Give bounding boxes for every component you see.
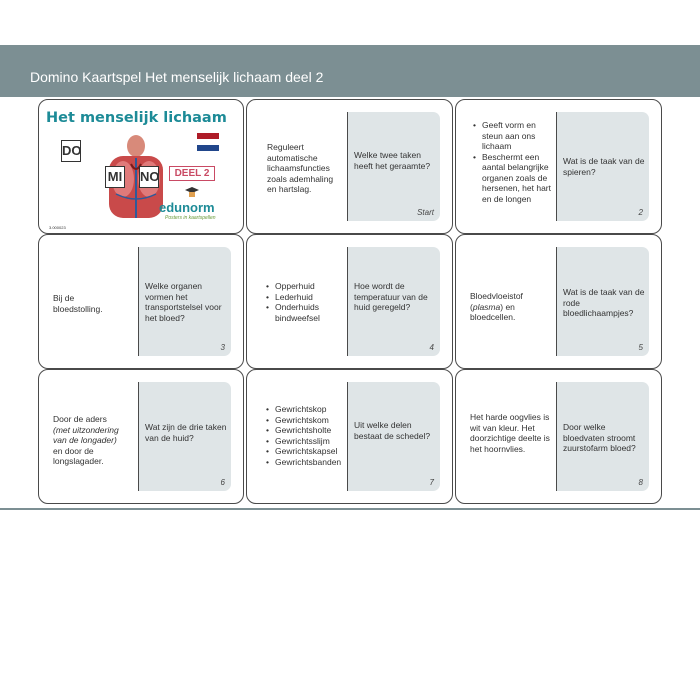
card-question: Welke organen vormen het transportstelsel voor het bloed? — [145, 281, 222, 323]
answer-item: • Gewrichtsbanden — [275, 457, 349, 468]
card-question: Wat is de taak van de spieren? — [563, 156, 645, 177]
card-question-panel — [138, 382, 231, 491]
domino-card-8 — [455, 369, 662, 504]
card-answer — [265, 281, 347, 323]
card-question: Hoe wordt de temperatuur van de huid geregeld? — [354, 281, 428, 312]
card-question-panel — [138, 247, 231, 356]
domino-card-6 — [38, 369, 244, 504]
dutch-flag-icon — [197, 133, 219, 151]
card-answer — [265, 404, 349, 467]
card-question: Welke twee taken heeft het geraamte? — [354, 150, 431, 171]
graduation-cap-icon — [185, 187, 199, 199]
card-question-panel — [347, 112, 440, 221]
card-number: 4 — [429, 343, 434, 352]
page-title: Domino Kaartspel Het menselijk lichaam deel 2 — [30, 69, 324, 85]
answer-item: • Beschermt een aantal belangrijke organen zoals de hersenen, het hart en de longen — [482, 152, 556, 205]
brand-slogan: Posters in kaartspellen — [165, 215, 216, 221]
card-number: 7 — [429, 478, 434, 487]
domino-card-start — [246, 99, 453, 234]
card-question: Wat zijn de drie taken van de huid? — [145, 422, 227, 443]
card-answer — [472, 120, 556, 204]
card-question-panel — [347, 382, 440, 491]
answer-item: • Opperhuid — [275, 281, 347, 292]
answer-item: • Gewrichtskop — [275, 404, 349, 415]
domino-card-2 — [455, 99, 662, 234]
card-number: 3 — [220, 343, 225, 352]
product-code: 3.000023 — [49, 225, 66, 230]
answer-item: • Geeft vorm en steun aan ons lichaam — [482, 120, 556, 152]
card-number: Start — [417, 208, 434, 217]
card-question-panel — [347, 247, 440, 356]
bottom-divider — [0, 508, 700, 510]
page-header — [0, 45, 700, 97]
brand-logo: edunorm — [159, 200, 215, 215]
answer-item: • Gewrichtsslijm — [275, 436, 349, 447]
card-answer: Bij de bloedstolling. — [53, 293, 103, 314]
card-answer: Het harde oogvlies is wit van kleur. Het doorzichtige deelte is het hoornvlies. — [470, 412, 550, 454]
card-answer: Door de aders (met uitzondering van de longader) en door de longslagader. — [53, 414, 119, 466]
deel-badge: DEEL 2 — [169, 166, 215, 181]
answer-item: • Gewrichtskom — [275, 415, 349, 426]
domino-card-4 — [246, 234, 453, 369]
card-number: 5 — [638, 343, 643, 352]
cover-card — [38, 99, 244, 234]
card-number: 6 — [220, 478, 225, 487]
card-question-panel — [556, 112, 649, 221]
card-question-panel — [556, 247, 649, 356]
domino-card-5 — [455, 234, 662, 369]
card-number: 2 — [638, 208, 643, 217]
domino-tile-no: NO — [139, 166, 159, 188]
card-question: Uit welke delen bestaat de schedel? — [354, 420, 431, 441]
answer-item: • Gewrichtsholte — [275, 425, 349, 436]
card-question-panel — [556, 382, 649, 491]
card-number: 8 — [638, 478, 643, 487]
domino-card-3 — [38, 234, 244, 369]
answer-item: • Lederhuid — [275, 292, 347, 303]
cover-title: Het menselijk lichaam — [46, 110, 227, 126]
answer-item: • Gewrichtskapsel — [275, 446, 349, 457]
domino-card-7 — [246, 369, 453, 504]
domino-tile-mi: MI — [105, 166, 125, 188]
card-answer: Reguleert automatische lichaamsfuncties zoals ademhaling en hartslag. — [267, 142, 334, 194]
card-question: Wat is de taak van de rode bloedlichaampjes? — [563, 287, 645, 318]
card-answer: Bloedvloeistof (plasma) en bloedcellen. — [470, 291, 523, 322]
card-question: Door welke bloedvaten stroomt zuurstofarm bloed? — [563, 422, 636, 453]
answer-item: • Onderhuids bindweefsel — [275, 302, 347, 323]
domino-tile-do: DO — [61, 140, 81, 162]
